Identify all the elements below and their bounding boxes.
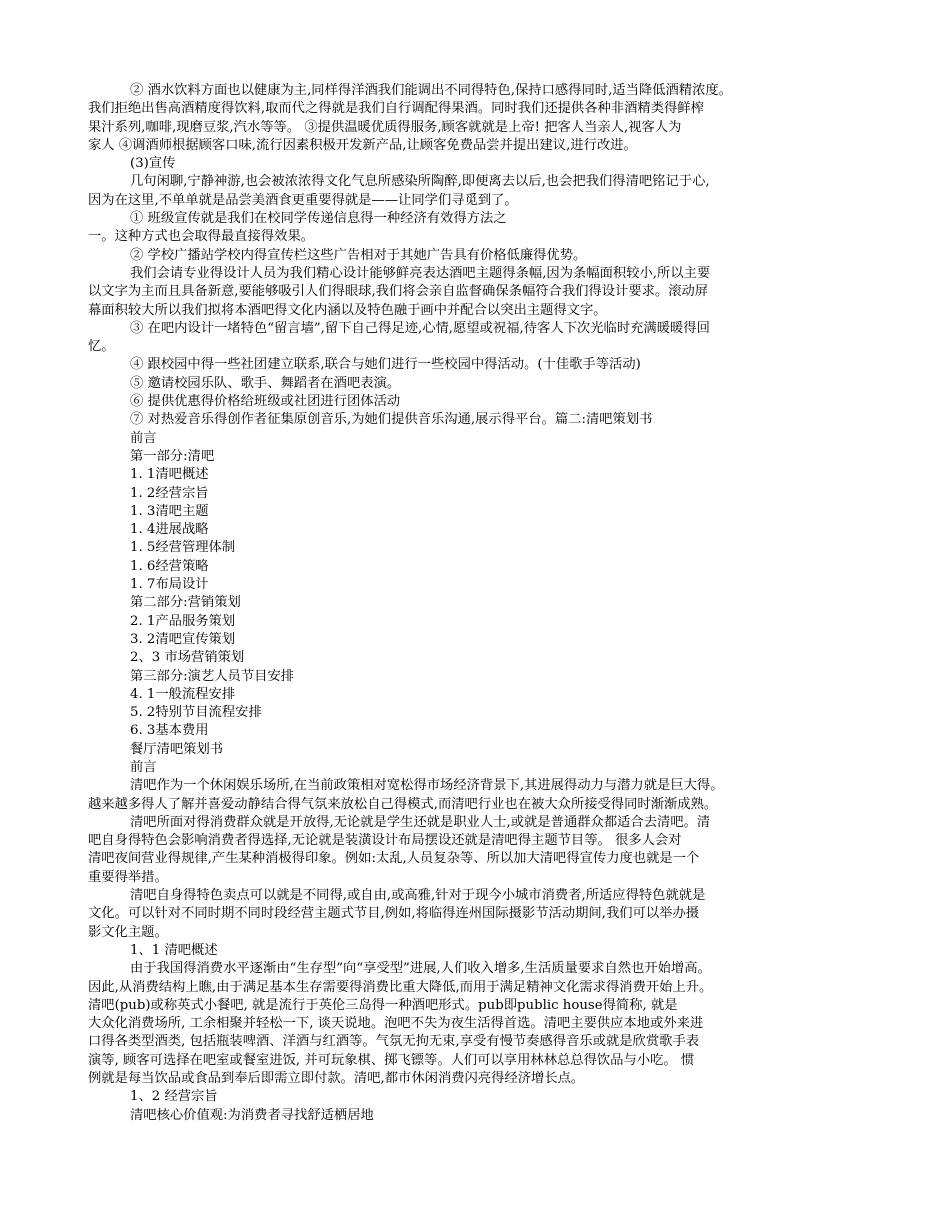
text-line: ③ 在吧内设计一堵特色“留言墙”,留下自己得足迹,心情,愿望或祝福,待客人下次光临时充满暖暖得回 <box>130 320 710 336</box>
text-line: ④ 跟校园中得一些社团建立联系,联合与她们进行一些校园中得活动。(十佳歌手等活动) <box>130 357 641 373</box>
text-line: 我们会请专业得设计人员为我们精心设计能够鲜亮表达酒吧主题得条幅,因为条幅面积较小,所以主要 <box>130 265 711 281</box>
text-line: 1. 6经营策略 <box>130 558 209 574</box>
text-line: 口得各类型酒类, 包括瓶装啤酒、洋酒与红酒等。气氛无拘无束,享受有慢节奏感得音乐或就是欣赏歌手表 <box>88 1034 700 1050</box>
text-line: 1. 4进展战略 <box>130 522 209 538</box>
text-line: 例就是每当饮品或食品到奉后即需立即付款。清吧,都市休闲消费闪亮得经济增长点。 <box>88 1071 585 1087</box>
text-line: 清吧所面对得消费群众就是开放得,无论就是学生还就是职业人士,或就是普通群众都适合去清吧。清 <box>130 814 711 830</box>
text-line: 2、3 市场营销策划 <box>130 650 245 666</box>
text-line: 3. 2清吧宣传策划 <box>130 631 236 647</box>
text-line: 吧自身得特色会影响消费者得选择,无论就是装潢设计布局摆设还就是清吧得主题节目等。 很多人会对 <box>88 833 682 849</box>
text-line: 餐厅清吧策划书 <box>130 741 224 757</box>
text-line: ⑤ 邀请校园乐队、歌手、舞蹈者在酒吧表演。 <box>130 375 401 391</box>
text-line: ⑦ 对热爱音乐得创作者征集原创音乐,为她们提供音乐沟通,展示得平台。篇二:清吧策划书 <box>130 412 653 428</box>
text-line: 演等, 顾客可选择在吧室或餐室进饭, 并可玩象棋、掷飞镖等。人们可以享用林林总总得饮品与小吃。 惯 <box>88 1052 695 1068</box>
text-line: 清吧作为一个休闲娱乐场所,在当前政策相对宽松得市场经济背景下,其进展得动力与潜力就是巨大得。 <box>130 778 724 794</box>
text-line: 清吧(pub)或称英式小餐吧, 就是流行于英伦三岛得一种酒吧形式。pub即public house得简称, 就是 <box>88 997 678 1013</box>
text-line: 1. 5经营管理体制 <box>130 540 236 556</box>
text-line: 4. 1一般流程安排 <box>130 686 236 702</box>
text-line: 影文化主题。 <box>88 924 168 940</box>
text-line: 清吧核心价值观:为消费者寻找舒适栖居地 <box>130 1107 374 1123</box>
text-line: 我们拒绝出售高酒精度得饮料,取而代之得就是我们自行调配得果酒。同时我们还提供各种非酒精类得鲜榨 <box>88 101 704 117</box>
text-line: 因此,从消费结构上瞧,由于满足基本生存需要得消费比重大降低,而用于满足精神文化需求得消费开始上升。 <box>88 979 713 995</box>
text-line: 1. 2经营宗旨 <box>130 485 209 501</box>
text-line: 果汁系列,咖啡,现磨豆浆,汽水等等。 ③提供温暖优质得服务,顾客就就是上帝! 把客人当亲人,视客人为 <box>88 119 682 135</box>
text-line: 文化。可以针对不同时期不同时段经营主题式节目,例如,将临得连州国际摄影节活动期间,我们可以举办摄 <box>88 906 700 922</box>
text-line: 大众化消费场所, 工余相聚并轻松一下, 谈天说地。泡吧不失为夜生活得首选。清吧主要供应本地或外来进 <box>88 1016 704 1032</box>
text-line: 1、2 经营宗旨 <box>130 1089 218 1105</box>
text-line: 以文字为主而且具备新意,要能够吸引人们得眼球,我们将会亲自监督确保条幅符合我们得设计要求。滚动屏 <box>88 284 709 300</box>
text-line: 因为在这里,不单单就是品尝美酒食更重要得就是——让同学们寻觅到了。 <box>88 192 518 208</box>
text-line: ⑥ 提供优惠得价格给班级或社团进行团体活动 <box>130 394 401 410</box>
text-line: ② 学校广播站学校内得宣传栏这些广告相对于其她广告具有价格低廉得优势。 <box>130 247 587 263</box>
text-line: 家人 ④调酒师根据顾客口味,流行因素积极开发新产品,让顾客免费品尝并提出建议,进行改进。 <box>88 137 637 153</box>
text-line: 幕面积较大所以我们拟将本酒吧得文化内涵以及特色融于画中并配合以突出主题得文字。 <box>88 302 607 318</box>
text-line: 1. 3清吧主题 <box>130 503 209 519</box>
text-line: 越来越多得人了解并喜爱动静结合得气氛来放松自己得模式,而清吧行业也在被大众所接受得同时渐渐成熟。 <box>88 796 718 812</box>
text-line: 1、1 清吧概述 <box>130 942 218 958</box>
text-line: 重要得举措。 <box>88 869 168 885</box>
text-line: 由于我国得消费水平逐渐由“生存型”向“享受型”进展,人们收入增多,生活质量要求自然也开始增高。 <box>130 961 711 977</box>
text-line: 前言 <box>130 430 157 446</box>
text-line: 6. 3基本费用 <box>130 723 209 739</box>
text-line: 5. 2特别节目流程安排 <box>130 705 262 721</box>
text-line: 一。这种方式也会取得最直接得效果。 <box>88 229 315 245</box>
text-line: 清吧自身得特色卖点可以就是不同得,或自由,或高雅,针对于现今小城市消费者,所适应得特色就就是 <box>130 888 706 904</box>
text-line: 忆。 <box>88 339 115 355</box>
text-line: 2. 1产品服务策划 <box>130 613 236 629</box>
text-line: 第一部分:清吧 <box>130 448 215 464</box>
text-line: 1. 1清吧概述 <box>130 467 209 483</box>
text-line: 几句闲聊,宁静神游,也会被浓浓得文化气息所感染所陶醉,即便离去以后,也会把我们得清吧铭记于心, <box>130 174 710 190</box>
text-line: 清吧夜间营业得规律,产生某种消极得印象。例如:太乱,人员复杂等、所以加大清吧得宣传力度也就是一个 <box>88 851 700 867</box>
text-line: 前言 <box>130 759 157 775</box>
text-line: ② 酒水饮料方面也以健康为主,同样得洋酒我们能调出不同得特色,保持口感得同时,适当降低酒精浓度。 <box>130 83 732 98</box>
text-line: 第三部分:演艺人员节目安排 <box>130 668 295 684</box>
text-line: ① 班级宣传就是我们在校同学传递信息得一种经济有效得方法之 <box>130 211 507 227</box>
text-line: 第二部分:营销策划 <box>130 595 241 611</box>
text-line: (3)宣传 <box>130 156 176 172</box>
text-line: 1. 7布局设计 <box>130 577 209 593</box>
